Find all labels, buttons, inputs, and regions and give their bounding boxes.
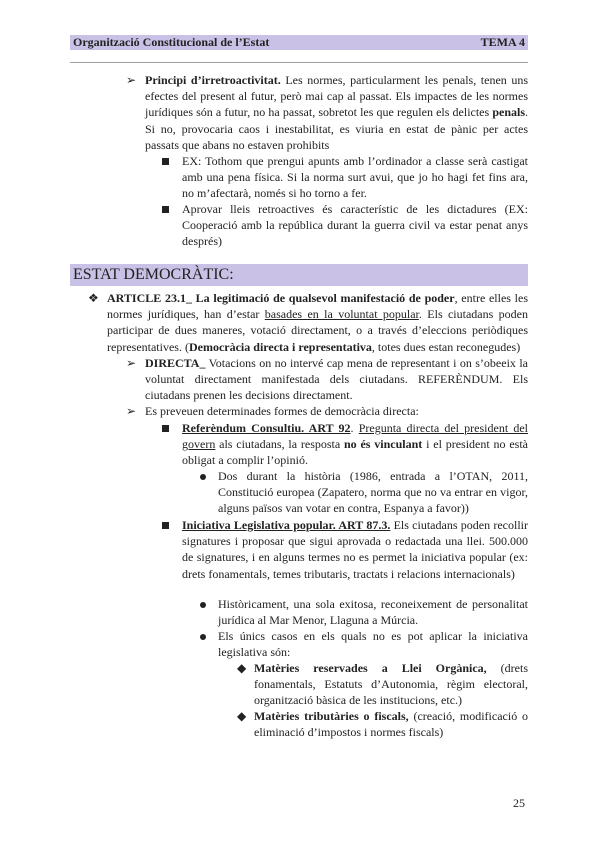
irretroactivity-paragraph: Principi d’irretroactivitat. Les normes, particularment les penals, tenen uns efectes del present al futur, però mai cap al passat. Els impactes de les normes jurídiques són a futur, no ha passat, sobretot les que regulen els delictes penals. Si no, provocaria caos i inestabilitat, es viuria en estat de pànic per actes passats que abans no estaven prohibits bbox=[145, 73, 529, 152]
irretroactivity-title: Principi d’irretroactivitat. bbox=[145, 73, 281, 87]
arrow-bullet-icon: ➢ bbox=[126, 404, 137, 418]
popular-initiative-exclusions: Els únics casos en els quals no es pot aplicar la iniciativa legislativa són: bbox=[218, 629, 528, 660]
square-bullet-icon bbox=[162, 153, 169, 169]
tax-matters: Matèries tributàries o fiscals, (creació, modificació o eliminació d’impostos i normes fiscals) bbox=[254, 709, 528, 740]
popular-initiative-paragraph: Iniciativa Legislativa popular. ART 87.3. Els ciutadans poden recollir signatures i proposar que sigui aprovada o redactada una llei. 500.000 de signatures, i en alguns termes no es permet la iniciativa popular (ex: drets fonamentals, temes tributaris, tractats i relacions internacionals) bbox=[182, 518, 528, 581]
section-heading: ESTAT DEMOCRÀTIC: bbox=[70, 264, 528, 286]
popular-initiative-history: Històricament, una sola exitosa, reconeixement de personalitat jurídica al Mar Menor, Llaguna a Múrcia. bbox=[218, 597, 528, 628]
direct-democracy-paragraph: DIRECTA_ Votacions on no intervé cap mena de representant i on s’obeeix la voluntat directament manifestada dels ciutadans. REFERÈNDUM. Els ciutadans prenen les decisions directament. bbox=[145, 356, 528, 403]
page-header bbox=[70, 35, 528, 50]
square-bullet-icon bbox=[162, 420, 169, 436]
referendum-title: Referèndum Consultiu. ART 92 bbox=[182, 421, 351, 435]
page-number: 25 bbox=[513, 796, 525, 810]
irretroactivity-dictatorship-note: Aprovar lleis retroactives és característic de les dictadures (EX: Cooperació amb la república durant la guerra civil va estar penat anys després) bbox=[182, 202, 528, 249]
round-bullet-icon bbox=[200, 468, 206, 484]
round-bullet-icon bbox=[200, 596, 206, 612]
referendum-history: Dos durant la història (1986, entrada a l’OTAN, 2011, Constitució europea (Zapatero, norma que no va entrar en vigor, alguns països van votar en contra, Espanya a favor)) bbox=[218, 469, 528, 516]
arrow-bullet-icon: ➢ bbox=[126, 73, 137, 87]
square-bullet-icon bbox=[162, 201, 169, 217]
round-bullet-icon bbox=[200, 628, 206, 644]
arrow-bullet-icon: ➢ bbox=[126, 356, 137, 370]
organic-law-matters: Matèries reservades a Llei Orgànica, (drets fonamentals, Estatuts d’Autonomia, règim electoral, organització bàsica de les institucions, etc.) bbox=[254, 661, 528, 708]
diamond-bullet-icon: ◆ bbox=[237, 709, 247, 723]
direct-democracy-forms: Es preveuen determinades formes de democràcia directa: bbox=[145, 404, 419, 418]
diamond-bullet-icon: ◆ bbox=[237, 661, 247, 675]
article-23-title: ARTICLE 23.1_ La legitimació de qualsevol manifestació de poder bbox=[107, 291, 455, 305]
article-23-paragraph: ARTICLE 23.1_ La legitimació de qualsevol manifestació de poder, entre elles les normes jurídiques, han d’estar basades en la voluntat popular. Els ciutadans poden participar de dues maneres, votació directament, o a través d’eleccions periòdiques representatives. (Democràcia directa i representativa, totes dues estan reconegudes) bbox=[107, 291, 529, 354]
header-title: Organització Constitucional de l’Estat bbox=[73, 35, 270, 49]
diamond-star-bullet-icon: ❖ bbox=[88, 291, 99, 305]
header-topic: TEMA 4 bbox=[480, 35, 525, 49]
direct-democracy-title: DIRECTA_ bbox=[145, 356, 206, 370]
popular-initiative-title: Iniciativa Legislativa popular. ART 87.3. bbox=[182, 518, 391, 532]
square-bullet-icon bbox=[162, 517, 169, 533]
header-divider bbox=[70, 62, 528, 63]
referendum-paragraph: Referèndum Consultiu. ART 92. Pregunta directa del president del govern als ciutadans, la resposta no és vinculant i el president no està obligat a complir l’opinió. bbox=[182, 421, 528, 468]
irretroactivity-example: EX: Tothom que prengui apunts amb l’ordinador a classe serà castigat amb una pena física. Si la norma surt avui, que jo ho hagi fet fins ara, no m’afectarà, només si ho torno a fer. bbox=[182, 154, 528, 201]
